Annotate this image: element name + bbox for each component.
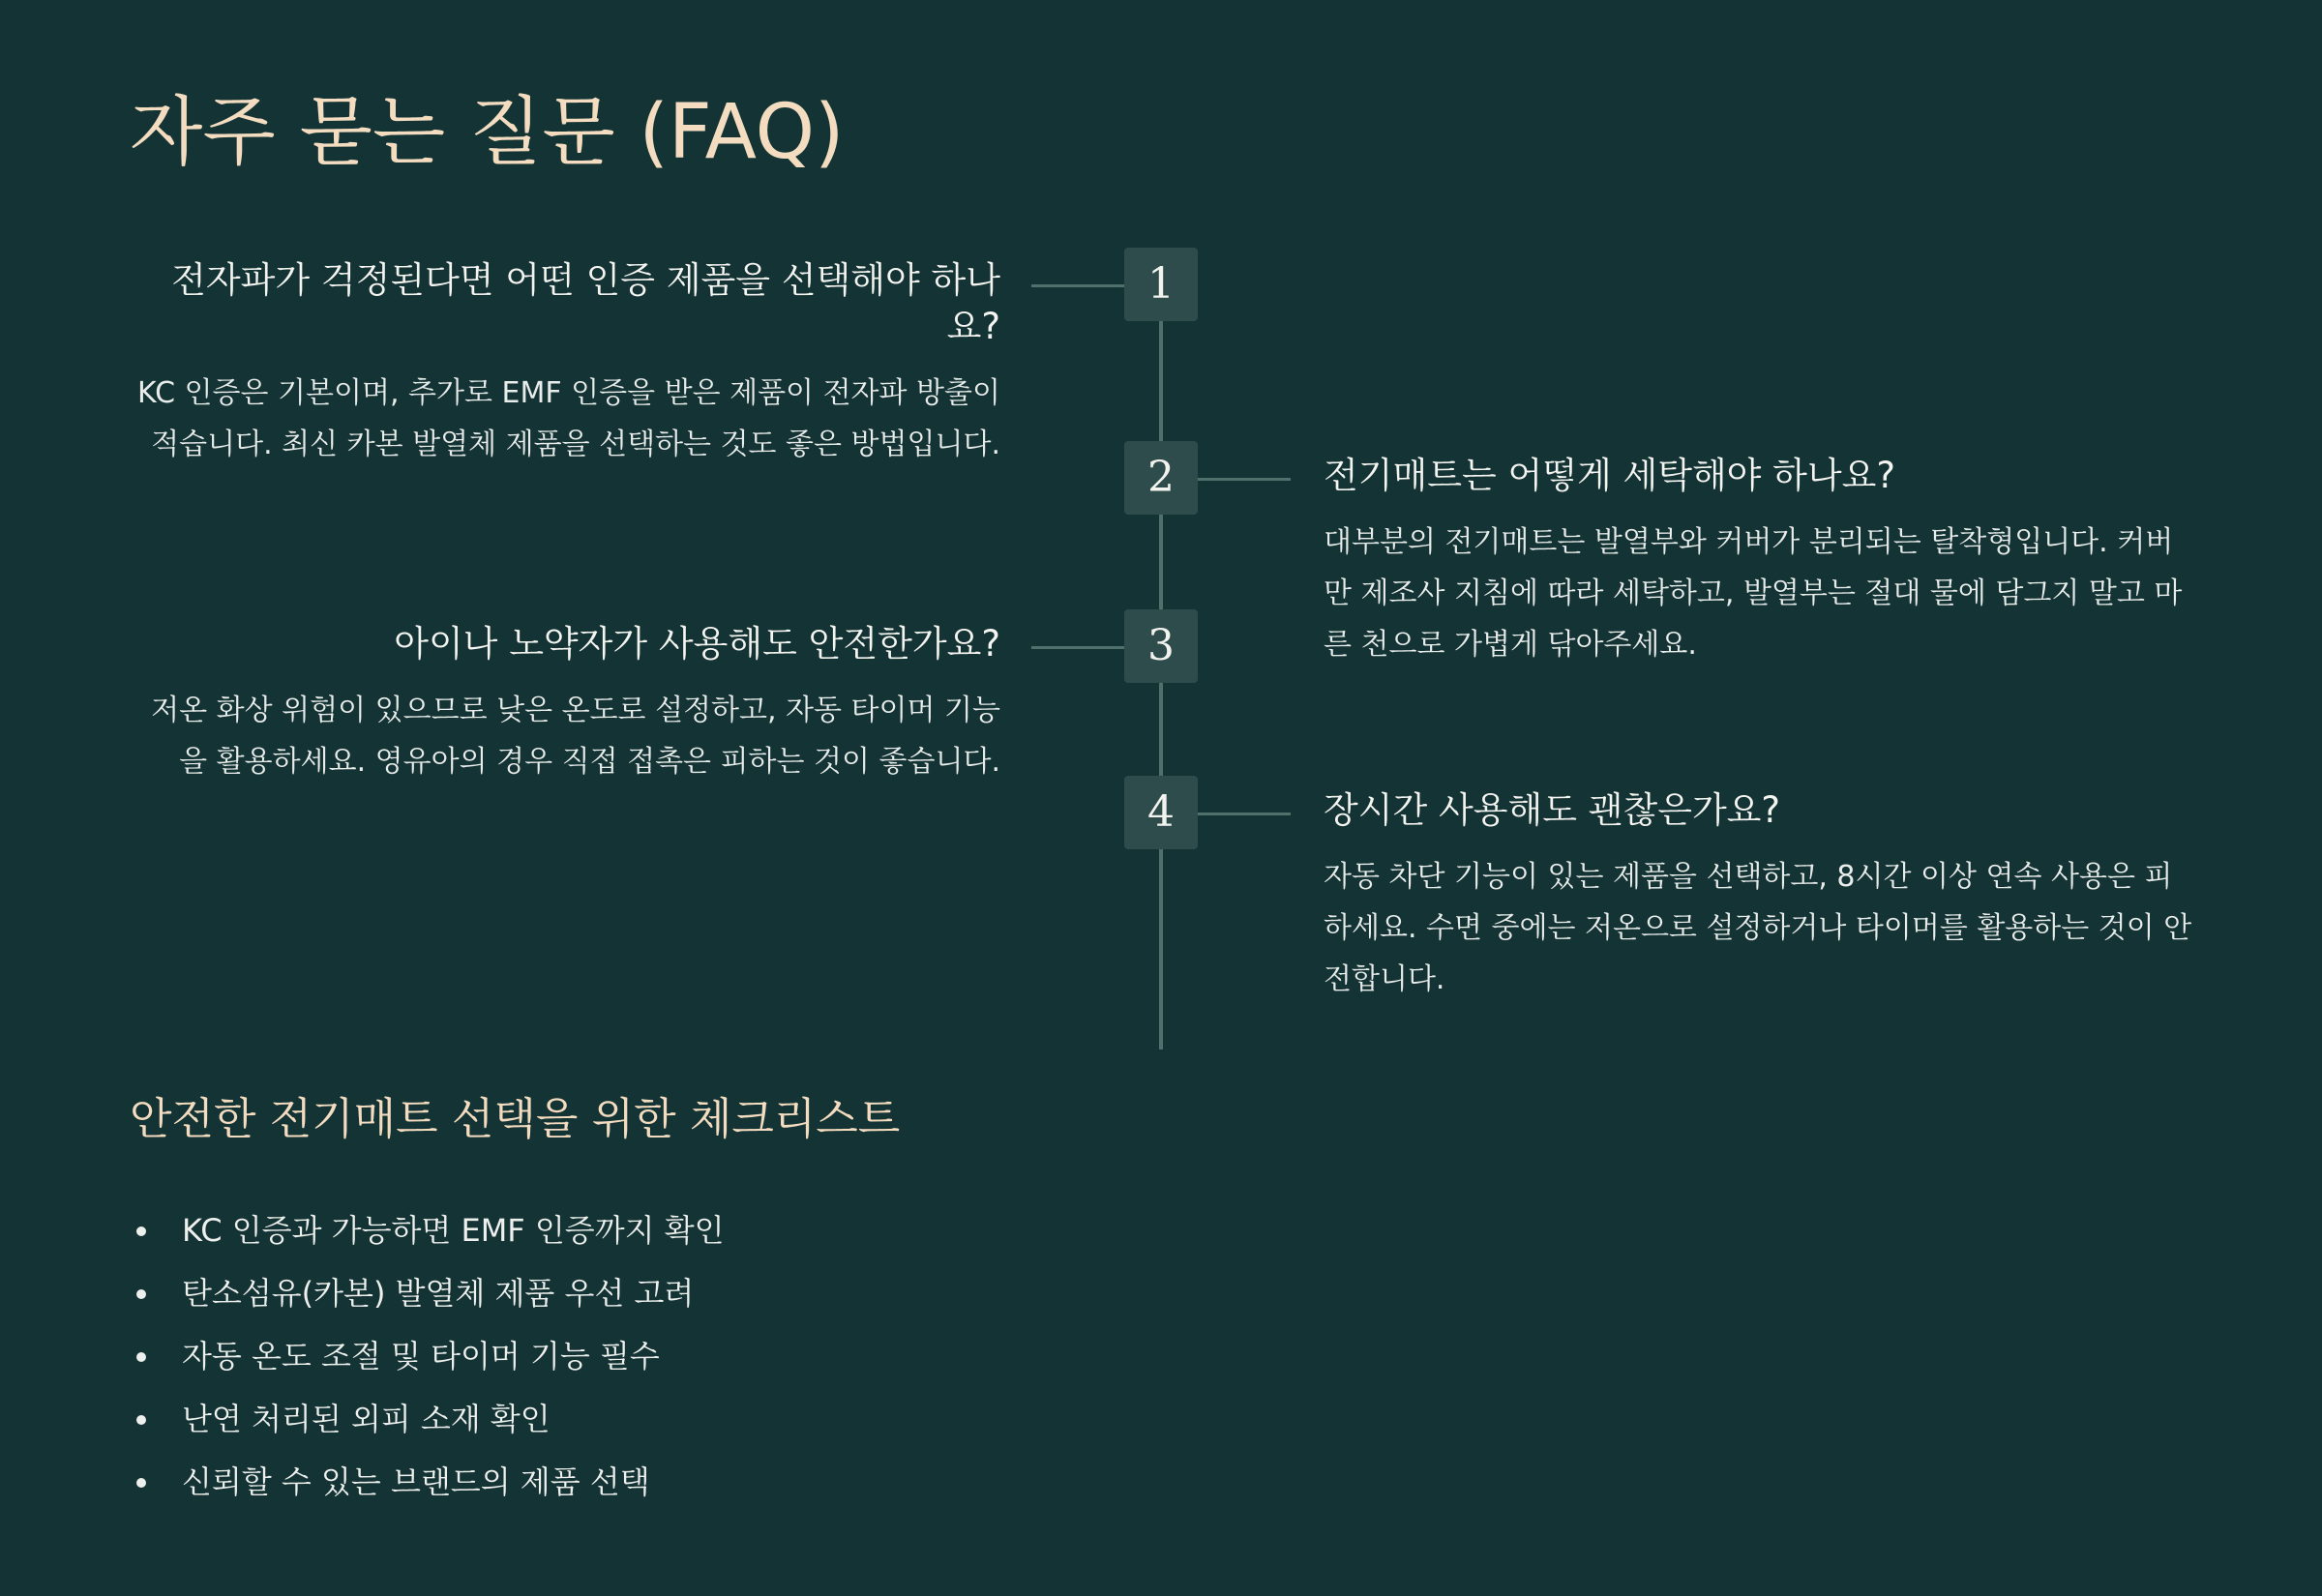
connector-1	[1031, 284, 1124, 287]
bullet-icon	[136, 1289, 146, 1299]
checklist	[130, 1199, 725, 1514]
checklist-title: 안전한 전기매트 선택을 위한 체크리스트	[130, 1093, 901, 1144]
faq-answer: 자동 차단 기능이 있는 제품을 선택하고, 8시간 이상 연속 사용은 피하세요. 수면 중에는 저온으로 설정하거나 타이머를 활용하는 것이 안전합니다.	[1324, 860, 2192, 996]
connector-2	[1198, 478, 1291, 481]
step-number-3: 3	[1124, 609, 1198, 683]
faq-item-2	[1324, 453, 2194, 670]
list-item-text: 난연 처리된 외피 소재 확인	[182, 1401, 551, 1437]
faq-answer: 저온 화상 위험이 있으므로 낮은 온도로 설정하고, 자동 타이머 기능을 활용하세요. 영유아의 경우 직접 접촉은 피하는 것이 좋습니다.	[151, 694, 1000, 779]
faq-answer: KC 인증은 기본이며, 추가로 EMF 인증을 받은 제품이 전자파 방출이 적습니다. 최신 카본 발열체 제품을 선택하는 것도 좋은 방법입니다.	[137, 376, 1000, 461]
faq-question: 아이나 노약자가 사용해도 안전한가요?	[394, 623, 1000, 665]
faq-item-3	[130, 621, 1000, 787]
list-item-text: 자동 온도 조절 및 타이머 기능 필수	[182, 1338, 660, 1374]
connector-3	[1031, 646, 1124, 649]
faq-question: 장시간 사용해도 괜찮은가요?	[1324, 789, 1781, 831]
page-title: 자주 묻는 질문 (FAQ)	[130, 89, 845, 176]
faq-answer: 대부분의 전기매트는 발열부와 커버가 분리되는 탈착형입니다. 커버만 제조사 지침에 따라 세탁하고, 발열부는 절대 물에 담그지 말고 마른 천으로 가볍게 닦아주세요.	[1324, 525, 2183, 662]
faq-question: 전자파가 걱정된다면 어떤 인증 제품을 선택해야 하나요?	[171, 259, 1000, 347]
list-item-text: 탄소섬유(카본) 발열체 제품 우선 고려	[182, 1275, 695, 1312]
bullet-icon	[136, 1352, 146, 1362]
faq-item-4	[1324, 787, 2194, 1005]
list-item	[130, 1388, 725, 1451]
connector-4	[1198, 813, 1291, 815]
step-number-1: 1	[1124, 248, 1198, 321]
list-item	[130, 1451, 725, 1514]
step-number-4: 4	[1124, 776, 1198, 849]
list-item	[130, 1325, 725, 1388]
list-item-text: 신뢰할 수 있는 브랜드의 제품 선택	[182, 1463, 650, 1500]
list-item	[130, 1262, 725, 1325]
bullet-icon	[136, 1478, 146, 1488]
bullet-icon	[136, 1415, 146, 1425]
faq-question: 전기매트는 어떻게 세탁해야 하나요?	[1324, 455, 1896, 496]
bullet-icon	[136, 1227, 146, 1236]
faq-item-1	[130, 257, 1000, 470]
list-item-text: KC 인증과 가능하면 EMF 인증까지 확인	[182, 1212, 725, 1249]
step-number-2: 2	[1124, 441, 1198, 515]
list-item	[130, 1199, 725, 1262]
